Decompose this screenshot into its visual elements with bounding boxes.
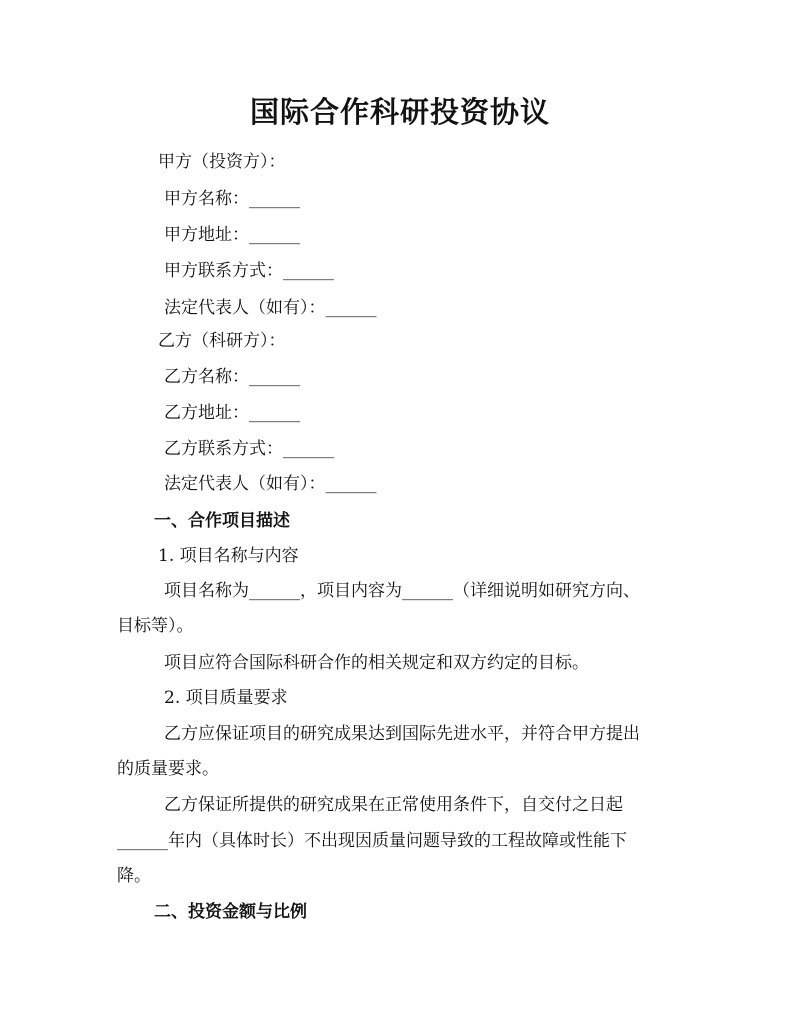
section1-sub1-paragraph1-line2: 目标等）。 xyxy=(117,616,194,636)
section1-sub2-paragraph1-line2: 的质量要求。 xyxy=(117,759,219,779)
party-b-contact: 乙方联系方式：______ xyxy=(164,439,334,459)
party-a-heading: 甲方（投资方）： xyxy=(158,152,286,172)
section1-sub2-heading: 2. 项目质量要求 xyxy=(164,688,288,708)
party-a-contact: 甲方联系方式：______ xyxy=(164,261,334,281)
section1-sub1-paragraph1-line1: 项目名称为______，项目内容为______（详细说明如研究方向、 xyxy=(164,581,640,601)
party-b-heading: 乙方（科研方）： xyxy=(158,331,286,351)
section1-sub2-paragraph2-line2: ______年内（具体时长）不出现因质量问题导致的工程故障或性能下 xyxy=(117,831,627,851)
party-b-address: 乙方地址：______ xyxy=(164,403,300,423)
section1-sub2-paragraph2-line1: 乙方保证所提供的研究成果在正常使用条件下，自交付之日起 xyxy=(164,795,623,815)
party-a-address: 甲方地址：______ xyxy=(164,225,300,245)
party-a-name: 甲方名称：______ xyxy=(164,189,300,209)
section1-sub2-paragraph1-line1: 乙方应保证项目的研究成果达到国际先进水平，并符合甲方提出 xyxy=(164,724,640,744)
section2-heading: 二、投资金额与比例 xyxy=(154,902,307,922)
party-b-name: 乙方名称：______ xyxy=(164,367,300,387)
party-a-legal-rep: 法定代表人（如有）：______ xyxy=(164,298,377,318)
party-b-legal-rep: 法定代表人（如有）：______ xyxy=(164,474,377,494)
section1-heading: 一、合作项目描述 xyxy=(154,511,290,531)
section1-sub1-heading: 1. 项目名称与内容 xyxy=(158,546,299,566)
document-title: 国际合作科研投资协议 xyxy=(249,95,550,129)
section1-sub2-paragraph2-line3: 降。 xyxy=(117,866,151,886)
section1-sub1-paragraph2: 项目应符合国际科研合作的相关规定和双方约定的目标。 xyxy=(164,653,589,673)
